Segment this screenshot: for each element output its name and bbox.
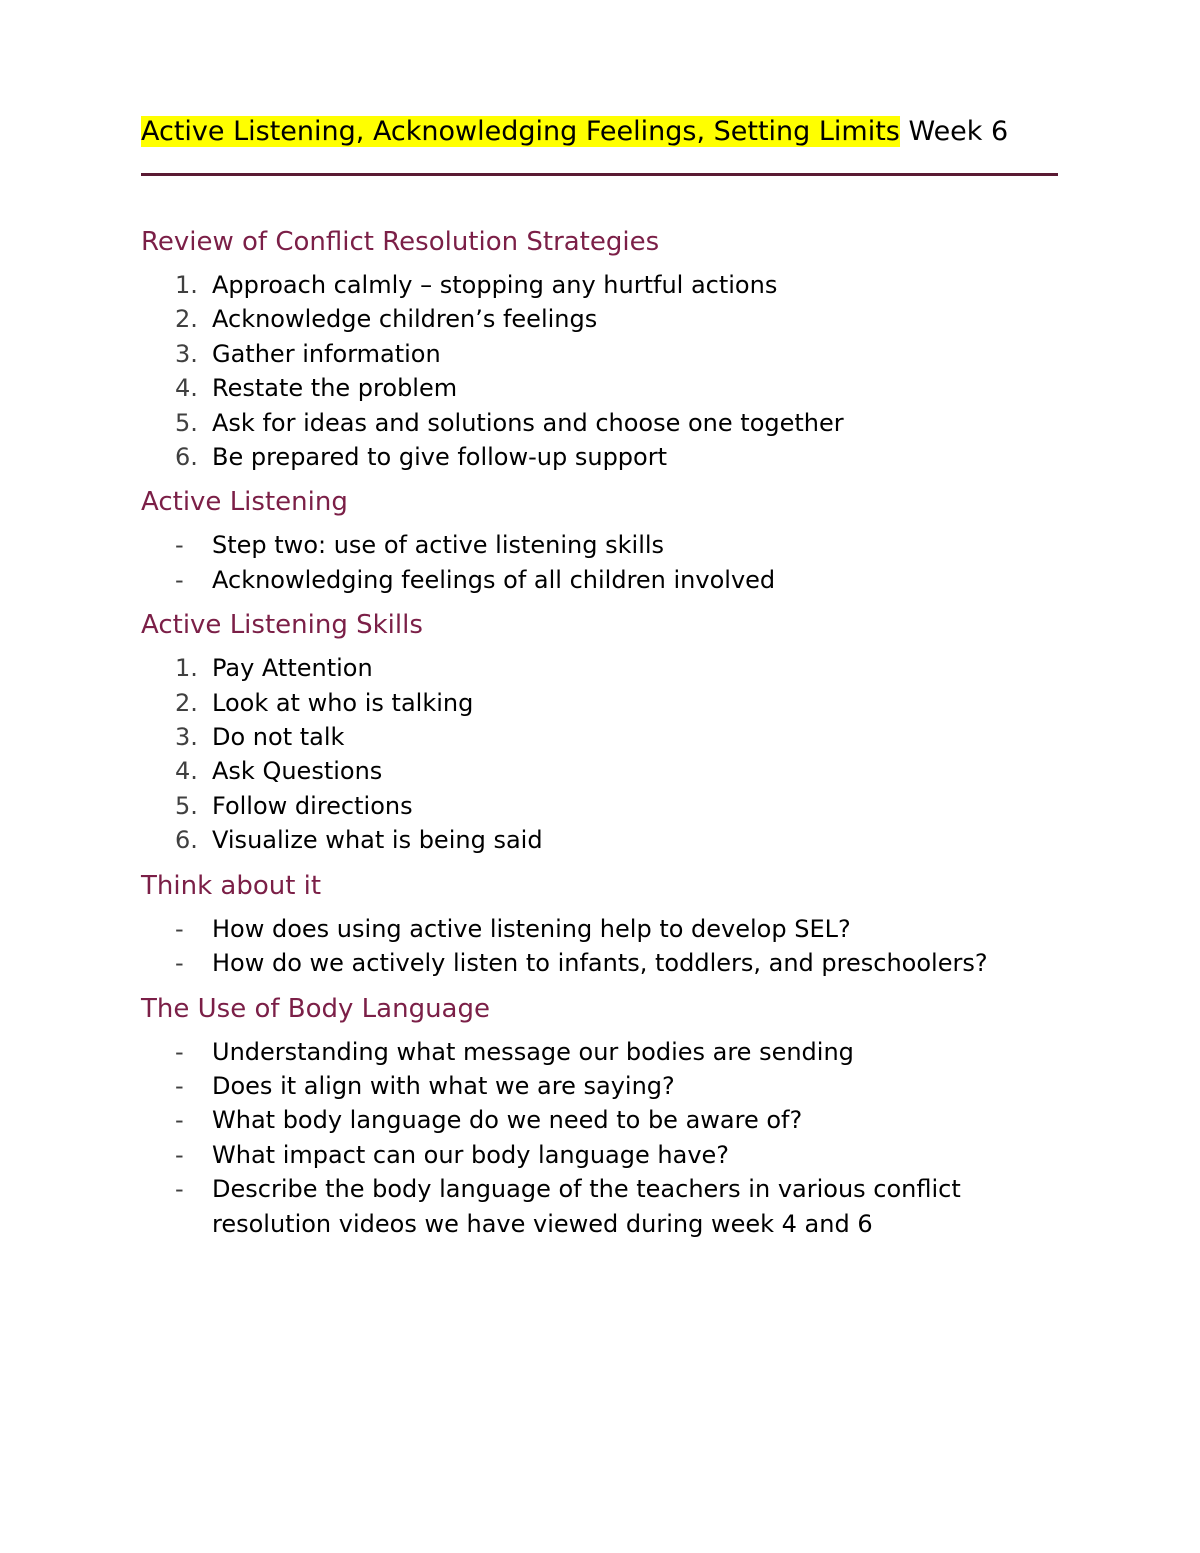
section-list — [141, 528, 1061, 597]
list-marker: - — [175, 914, 184, 943]
section-list — [141, 651, 1061, 857]
document-body — [141, 222, 1061, 1249]
list-item — [141, 789, 1061, 823]
list-marker: 6. — [175, 826, 198, 855]
list-item-text: Look at who is talking — [212, 688, 474, 717]
section-heading: Think about it — [141, 870, 322, 901]
list-item — [141, 912, 1061, 946]
list-item — [141, 528, 1061, 562]
list-item — [141, 302, 1061, 336]
section-heading: Active Listening Skills — [141, 610, 423, 641]
list-marker: - — [175, 1106, 184, 1135]
list-item-text: Do not talk — [212, 723, 345, 752]
list-item — [141, 823, 1061, 857]
list-marker: - — [175, 1175, 184, 1204]
list-marker: - — [175, 949, 184, 978]
list-item-text: Ask for ideas and solutions and choose one together — [212, 408, 844, 437]
list-item — [141, 337, 1061, 371]
list-item-text: Be prepared to give follow-up support — [212, 443, 667, 472]
list-item — [141, 946, 1061, 980]
list-item-text: Follow directions — [212, 791, 413, 820]
document-title — [141, 112, 1008, 152]
list-marker: 1. — [175, 654, 198, 683]
list-item-text: What body language do we need to be aware of? — [212, 1106, 803, 1135]
list-marker: - — [175, 1071, 184, 1100]
section-list — [141, 268, 1061, 474]
list-item — [141, 563, 1061, 597]
list-item — [141, 440, 1061, 474]
list-marker: 5. — [175, 408, 198, 437]
title-divider — [141, 173, 1058, 176]
list-marker: 6. — [175, 443, 198, 472]
title-highlighted-text: Active Listening, Acknowledging Feelings, Setting Limits — [141, 116, 900, 147]
list-item-text: Gather information — [212, 339, 441, 368]
list-item — [141, 686, 1061, 720]
list-item-text: Acknowledging feelings of all children involved — [212, 565, 776, 594]
list-marker: 4. — [175, 757, 198, 786]
list-item-text: Step two: use of active listening skills — [212, 531, 665, 560]
list-item-text: How do we actively listen to infants, toddlers, and preschoolers? — [212, 949, 988, 978]
list-item — [141, 406, 1061, 440]
list-item — [141, 1069, 1061, 1103]
list-item-text: Approach calmly – stopping any hurtful actions — [212, 271, 778, 299]
list-marker: - — [175, 531, 184, 560]
list-item-text: What impact can our body language have? — [212, 1140, 730, 1169]
list-item — [141, 1172, 1061, 1241]
list-marker: 2. — [175, 688, 198, 717]
list-marker: - — [175, 1140, 184, 1169]
list-marker: - — [175, 565, 184, 594]
list-item — [141, 754, 1061, 788]
list-item-text: Pay Attention — [212, 654, 373, 683]
list-item — [141, 1103, 1061, 1137]
section-list — [141, 1035, 1061, 1241]
list-item — [141, 268, 1061, 302]
list-item — [141, 1138, 1061, 1172]
list-item-text: Acknowledge children’s feelings — [212, 305, 598, 334]
title-week-text: Week 6 — [899, 116, 1009, 147]
list-marker: 1. — [175, 271, 198, 299]
list-marker: 4. — [175, 374, 198, 403]
section-heading: The Use of Body Language — [141, 993, 490, 1024]
list-item-text: Visualize what is being said — [212, 826, 543, 855]
list-item-text: Does it align with what we are saying? — [212, 1071, 675, 1100]
list-marker: 3. — [175, 339, 198, 368]
list-marker: 5. — [175, 791, 198, 820]
list-item — [141, 720, 1061, 754]
section-list — [141, 912, 1061, 981]
list-marker: - — [175, 1037, 184, 1066]
list-marker: 3. — [175, 723, 198, 752]
list-item-text: Restate the problem — [212, 374, 458, 403]
list-item-text: Ask Questions — [212, 757, 383, 786]
list-item — [141, 1035, 1061, 1069]
list-item-text: How does using active listening help to develop SEL? — [212, 914, 851, 943]
list-marker: 2. — [175, 305, 198, 334]
section-heading: Review of Conflict Resolution Strategies — [141, 227, 660, 257]
list-item-text: Understanding what message our bodies are sending — [212, 1037, 854, 1066]
list-item — [141, 651, 1061, 685]
list-item-text: Describe the body language of the teachers in various conflict resolution videos we have viewed during week 4 and 6 — [212, 1175, 961, 1238]
list-item — [141, 371, 1061, 405]
section-heading: Active Listening — [141, 487, 348, 518]
